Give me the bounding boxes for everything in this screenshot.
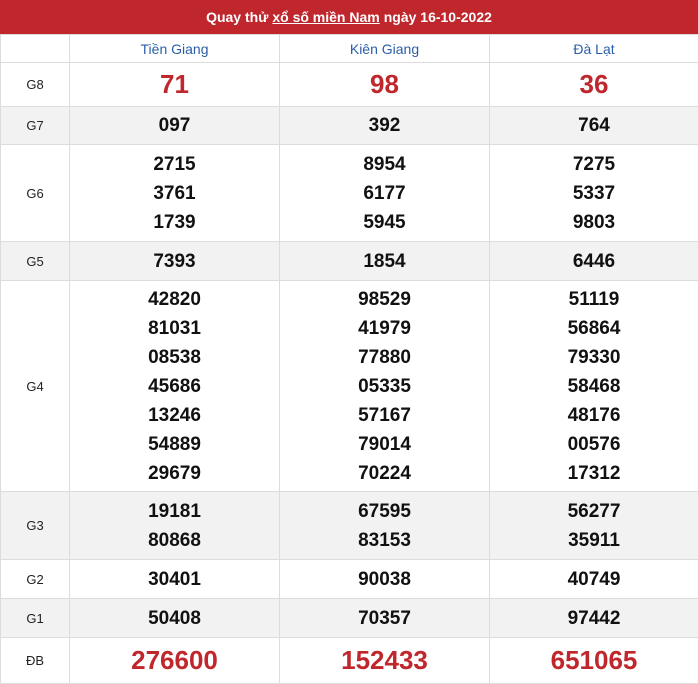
prize-number: 67595 bbox=[280, 497, 489, 526]
title-link[interactable]: xổ số miền Nam bbox=[272, 9, 379, 25]
prize-row-g5 bbox=[1, 242, 698, 281]
prize-cell bbox=[280, 492, 490, 560]
prize-row-g6 bbox=[1, 145, 698, 242]
prize-number: 35911 bbox=[490, 526, 698, 555]
prize-number: 30401 bbox=[70, 565, 279, 594]
prize-cell bbox=[280, 145, 490, 242]
prize-number: 276600 bbox=[70, 646, 279, 675]
prize-cell bbox=[70, 492, 280, 560]
prize-cell bbox=[70, 638, 280, 684]
title-suffix: ngày 16-10-2022 bbox=[384, 9, 492, 25]
prize-number: 56864 bbox=[490, 314, 698, 343]
prize-number: 70357 bbox=[280, 604, 489, 633]
prize-number: 7393 bbox=[70, 247, 279, 276]
prize-number: 152433 bbox=[280, 646, 489, 675]
prize-label: G3 bbox=[1, 492, 70, 560]
prize-label: G5 bbox=[1, 242, 70, 281]
prize-number: 97442 bbox=[490, 604, 698, 633]
prize-number: 19181 bbox=[70, 497, 279, 526]
prize-number: 5337 bbox=[490, 179, 698, 208]
prize-row-g8 bbox=[1, 63, 698, 107]
prize-number: 097 bbox=[70, 111, 279, 140]
prize-number: 7275 bbox=[490, 150, 698, 179]
prize-cell bbox=[70, 599, 280, 638]
prize-number: 81031 bbox=[70, 314, 279, 343]
prize-number: 6446 bbox=[490, 247, 698, 276]
results-table bbox=[0, 34, 698, 684]
corner-cell bbox=[1, 35, 70, 63]
prize-number: 45686 bbox=[70, 372, 279, 401]
prize-row-g2 bbox=[1, 560, 698, 599]
prize-number: 98529 bbox=[280, 285, 489, 314]
prize-cell bbox=[280, 638, 490, 684]
prize-cell bbox=[490, 492, 698, 560]
prize-number: 58468 bbox=[490, 372, 698, 401]
prize-number: 8954 bbox=[280, 150, 489, 179]
prize-number: 40749 bbox=[490, 565, 698, 594]
prize-row-g3 bbox=[1, 492, 698, 560]
prize-cell bbox=[490, 145, 698, 242]
prize-cell bbox=[490, 599, 698, 638]
prize-number: 5945 bbox=[280, 208, 489, 237]
prize-number: 6177 bbox=[280, 179, 489, 208]
prize-cell bbox=[490, 638, 698, 684]
prize-number: 54889 bbox=[70, 430, 279, 459]
prize-cell bbox=[70, 63, 280, 107]
prize-cell bbox=[280, 599, 490, 638]
prize-number: 51119 bbox=[490, 285, 698, 314]
prize-number: 05335 bbox=[280, 372, 489, 401]
prize-number: 9803 bbox=[490, 208, 698, 237]
prize-cell bbox=[70, 145, 280, 242]
prize-number: 392 bbox=[280, 111, 489, 140]
prize-cell bbox=[280, 63, 490, 107]
prize-number: 50408 bbox=[70, 604, 279, 633]
prize-number: 3761 bbox=[70, 179, 279, 208]
prize-number: 48176 bbox=[490, 401, 698, 430]
prize-number: 42820 bbox=[70, 285, 279, 314]
title-bar bbox=[0, 0, 698, 34]
title-prefix: Quay thử bbox=[206, 9, 268, 25]
prize-number: 651065 bbox=[490, 646, 698, 675]
prize-cell bbox=[280, 281, 490, 492]
prize-label: ĐB bbox=[1, 638, 70, 684]
prize-cell bbox=[490, 560, 698, 599]
prize-number: 90038 bbox=[280, 565, 489, 594]
prize-cell bbox=[490, 63, 698, 107]
prize-number: 17312 bbox=[490, 459, 698, 488]
prize-cell bbox=[70, 242, 280, 281]
prize-number: 71 bbox=[70, 70, 279, 99]
prize-cell bbox=[280, 107, 490, 145]
province-header-row bbox=[1, 35, 698, 63]
prize-number: 13246 bbox=[70, 401, 279, 430]
prize-cell bbox=[490, 242, 698, 281]
prize-number: 79014 bbox=[280, 430, 489, 459]
prize-number: 56277 bbox=[490, 497, 698, 526]
prize-number: 00576 bbox=[490, 430, 698, 459]
prize-label: G4 bbox=[1, 281, 70, 492]
prize-number: 77880 bbox=[280, 343, 489, 372]
province-header[interactable]: Tiền Giang bbox=[70, 35, 280, 63]
prize-number: 79330 bbox=[490, 343, 698, 372]
prize-number: 70224 bbox=[280, 459, 489, 488]
prize-cell bbox=[490, 107, 698, 145]
prize-cell bbox=[280, 242, 490, 281]
province-header[interactable]: Đà Lạt bbox=[490, 35, 698, 63]
prize-number: 764 bbox=[490, 111, 698, 140]
prize-cell bbox=[490, 281, 698, 492]
prize-label: G6 bbox=[1, 145, 70, 242]
prize-cell bbox=[70, 107, 280, 145]
prize-cell bbox=[280, 560, 490, 599]
prize-row-g4 bbox=[1, 281, 698, 492]
prize-label: G2 bbox=[1, 560, 70, 599]
prize-cell bbox=[70, 560, 280, 599]
prize-number: 29679 bbox=[70, 459, 279, 488]
prize-number: 98 bbox=[280, 70, 489, 99]
prize-cell bbox=[70, 281, 280, 492]
prize-number: 80868 bbox=[70, 526, 279, 555]
prize-number: 08538 bbox=[70, 343, 279, 372]
prize-row-g7 bbox=[1, 107, 698, 145]
prize-number: 57167 bbox=[280, 401, 489, 430]
province-header[interactable]: Kiên Giang bbox=[280, 35, 490, 63]
prize-number: 1739 bbox=[70, 208, 279, 237]
prize-number: 83153 bbox=[280, 526, 489, 555]
prize-row-đb bbox=[1, 638, 698, 684]
prize-label: G1 bbox=[1, 599, 70, 638]
prize-row-g1 bbox=[1, 599, 698, 638]
prize-label: G8 bbox=[1, 63, 70, 107]
prize-number: 2715 bbox=[70, 150, 279, 179]
prize-number: 1854 bbox=[280, 247, 489, 276]
prize-number: 36 bbox=[490, 70, 698, 99]
prize-number: 41979 bbox=[280, 314, 489, 343]
prize-label: G7 bbox=[1, 107, 70, 145]
